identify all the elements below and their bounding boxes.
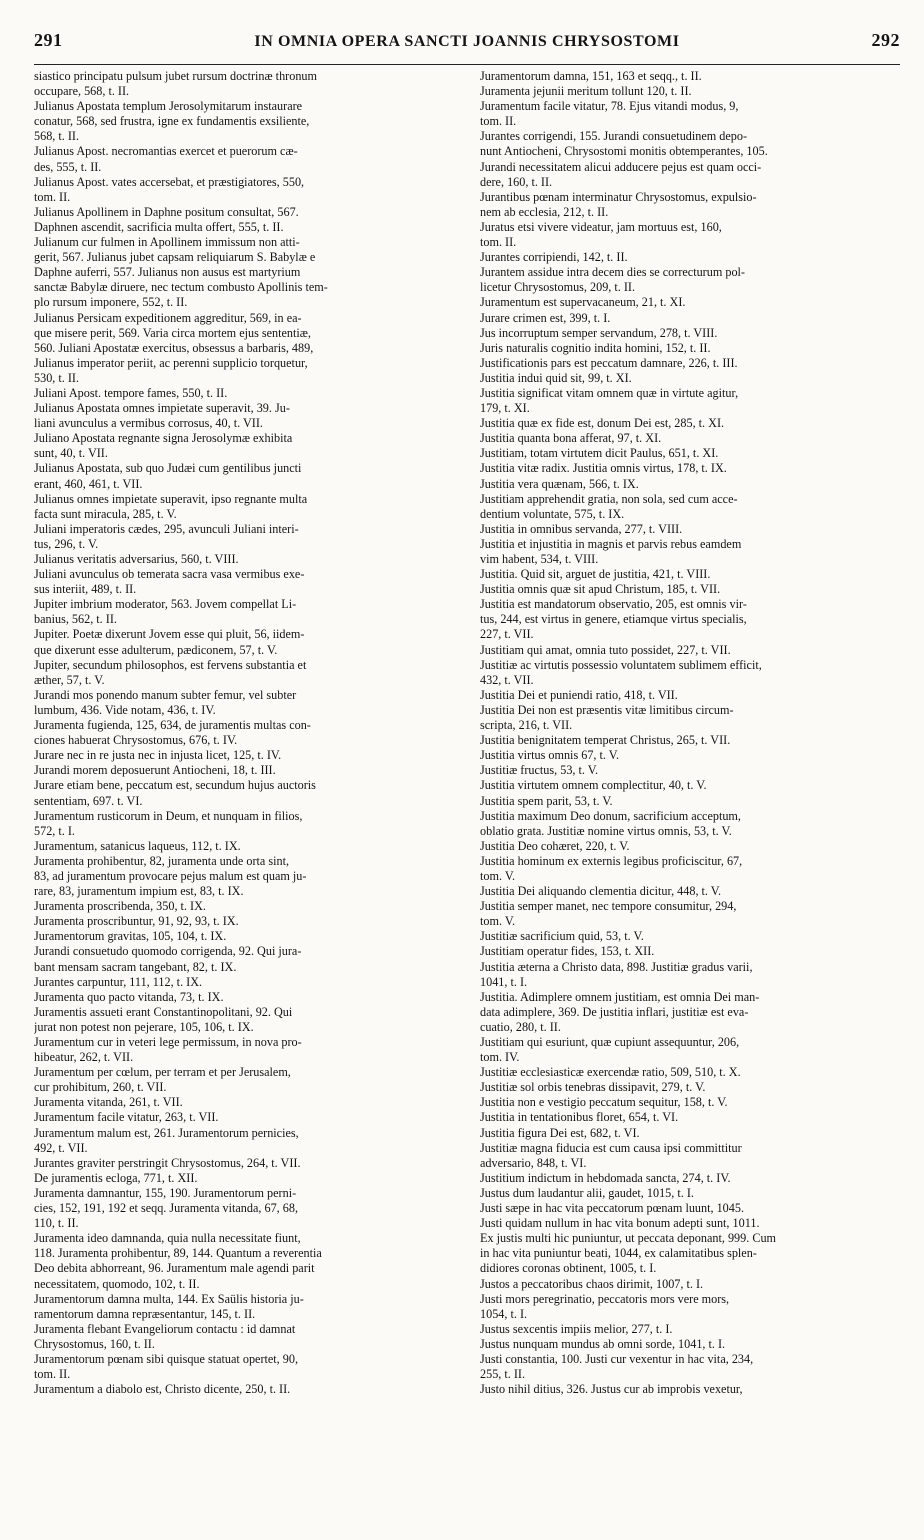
index-entry-line: bant mensam sacram tangebant, 82, t. IX. (34, 959, 237, 974)
index-entry-line: Justo nihil ditius, 326. Justus cur ab improbis vexetur, (480, 1382, 743, 1397)
index-entry-line: sunt, 40, t. VII. (34, 446, 108, 461)
index-entry-line: Justi constantia, 100. Justi cur vexentur in hac vita, 234, (480, 1351, 754, 1366)
index-entry-line: dentium voluntate, 575, t. IX. (480, 506, 625, 521)
index-entry-line: Justitia virtutem omnem complectitur, 40, t. V. (480, 778, 707, 793)
index-entry-line: Justitia maximum Deo donum, sacrificium acceptum, (480, 808, 741, 823)
index-entry-line: tom. V. (480, 868, 516, 883)
index-entry-line: Julianus Apollinem in Daphne positum consultat, 567. (34, 204, 299, 219)
index-entry-line: jurat non potest non pejerare, 105, 106, t. IX. (34, 1019, 254, 1034)
index-entry-line: data adimplere, 369. De justitia inflari, justitiæ est eva- (480, 1004, 749, 1019)
index-entry-line: Justitiæ magna fiducia est cum causa ipsi committitur (480, 1140, 742, 1155)
index-entry-line: 560. Juliani Apostatæ exercitus, obsessus a barbaris, 489, (34, 340, 314, 355)
index-entry-line: Justitia Dei non est præsentis vitæ limitibus circum- (480, 702, 734, 717)
index-entry-line: Jupiter imbrium moderator, 563. Jovem compellat Li- (34, 597, 297, 612)
index-entry-line: Jupiter. Poetæ dixerunt Jovem esse qui pluit, 56, iidem- (34, 627, 305, 642)
index-entry-line: Jurare etiam bene, peccatum est, secundum hujus auctoris (34, 778, 316, 793)
index-entry-line: Justitia indui quid sit, 99, t. XI. (480, 370, 632, 385)
index-entry-line: Justitiæ sol orbis tenebras dissipavit, 279, t. V. (480, 1080, 706, 1095)
index-entry-line: Jus incorruptum semper servandum, 278, t. VIII. (480, 325, 718, 340)
index-entry-line: sententiam, 697. t. VI. (34, 793, 143, 808)
index-entry-line: Daphne auferri, 557. Julianus non ausus est martyrium (34, 265, 301, 280)
index-entry-line: Jurandi necessitatem alicui adducere pejus est quam occi- (480, 159, 762, 174)
index-entry-line: Julianus Apost. necromantias exercet et puerorum cæ- (34, 144, 298, 159)
index-entry-line: Justitia Dei et puniendi ratio, 418, t. VII. (480, 687, 678, 702)
index-entry-line: Julianus imperator periit, ac perenni supplicio torquetur, (34, 355, 308, 370)
index-entry-line: didiores coronas obtinent, 1005, t. I. (480, 1261, 657, 1276)
index-entry-line: tom. II. (34, 189, 71, 204)
index-entry-line: 179, t. XI. (480, 401, 530, 416)
index-entry-line: Juliani imperatoris cædes, 295, avunculi Juliani interi- (34, 521, 299, 536)
index-entry-line: Justitiam qui amat, omnia tuto possidet, 227, t. VII. (480, 642, 731, 657)
index-entry-line: Justi sæpe in hac vita peccatorum pœnam luunt, 1045. (480, 1201, 745, 1216)
index-entry-line: Justitia. Adimplere omnem justitiam, est omnia Dei man- (480, 989, 760, 1004)
index-entry-line: Justitia vitæ radix. Justitia omnis virtus, 178, t. IX. (480, 461, 727, 476)
index-entry-line: 255, t. II. (480, 1367, 526, 1382)
index-entry-line: Jurandi morem deposuerunt Antiocheni, 18, t. III. (34, 763, 276, 778)
index-entry-line: sus interiit, 489, t. II. (34, 582, 137, 597)
index-entry-line: Juramentum per cœlum, per terram et per Jerusalem, (34, 1065, 291, 1080)
index-entry-line: Justi quidam nullum in hac vita bonum adepti sunt, 1011. (480, 1216, 760, 1231)
index-entry-line: Juramenta damnantur, 155, 190. Juramentorum perni- (34, 1185, 297, 1200)
index-entry-line: ramentorum damna repræsentantur, 145, t. II. (34, 1306, 256, 1321)
index-entry-line: occupare, 568, t. II. (34, 84, 130, 99)
index-entry-line: Juramentum facile vitatur, 78. Ejus vitandi modus, 9, (480, 99, 739, 114)
index-entry-line: tom. II. (34, 1367, 71, 1382)
index-entry-line: nem ab ecclesia, 212, t. II. (480, 204, 609, 219)
index-entry-line: Julianus Apostata templum Jerosolymitarum instaurare (34, 99, 303, 114)
index-entry-line: que misere perit, 569. Varia circa mortem ejus sententiæ, (34, 325, 311, 340)
index-entry-line: Juramentum cur in veteri lege permissum, in nova pro- (34, 1035, 302, 1049)
index-entry-line: Justitiam operatur fides, 153, t. XII. (480, 944, 655, 959)
index-entry-line: Jurantibus pœnam interminatur Chrysostomus, expulsio- (480, 189, 757, 204)
index-entry-line: Julianus veritatis adversarius, 560, t. VIII. (34, 552, 239, 566)
index-entry-line: tom. V. (480, 914, 516, 929)
index-entry-line: Juliano Apostata regnante signa Jerosolymæ exhibita (34, 431, 293, 446)
index-entry-line: Juramenta ideo damnanda, quia nulla necessitate fiunt, (34, 1231, 301, 1246)
index-entry-line: Juramenta fugienda, 125, 634, de juramentis multas con- (34, 718, 311, 733)
running-header (34, 30, 900, 65)
index-entry-line: ciones habuerat Chrysostomus, 676, t. IV. (34, 733, 238, 748)
index-entry-line: rare, 83, juramentum impium est, 83, t. IX. (34, 884, 244, 899)
index-entry-line: cuatio, 280, t. II. (480, 1019, 561, 1034)
index-entry-line: oblatio grata. Justitiæ nomine virtus omnis, 53, t. V. (480, 823, 732, 838)
index-entry-line: 572, t. I. (34, 823, 75, 838)
index-entry-line: Juramentorum damna, 151, 163 et seqq., t. II. (480, 69, 702, 83)
index-entry-line: Juramentum, satanicus laqueus, 112, t. IX. (34, 838, 241, 853)
index-entry-line: vim habent, 534, t. VIII. (480, 552, 599, 566)
index-entry-line: 432, t. VII. (480, 672, 534, 687)
index-entry-line: licetur Chrysostomus, 209, t. II. (480, 280, 636, 295)
index-entry-line: conatur, 568, sed frustra, igne ex fundamentis exsiliente, (34, 114, 310, 129)
index-entry-line: Justitia non e vestigio peccatum sequitur, 158, t. V. (480, 1095, 728, 1110)
index-entry-line: Juramenta vitanda, 261, t. VII. (34, 1095, 183, 1110)
index-entry-line: Juramentorum pœnam sibi quisque statuat opertet, 90, (34, 1351, 299, 1366)
index-entry-line: hibeatur, 262, t. VII. (34, 1050, 134, 1065)
index-entry-line: 1054, t. I. (480, 1306, 528, 1321)
index-entry-line: Jurantes corripiendi, 142, t. II. (480, 250, 628, 265)
index-entry-line: Jurandi consuetudo quomodo corrigenda, 92. Qui jura- (34, 944, 302, 959)
index-entry-line: Juramenta proscribenda, 350, t. IX. (34, 899, 206, 914)
index-entry-line: Jurantes corrigendi, 155. Jurandi consuetudinem depo- (480, 129, 748, 144)
index-entry-line: Jurantes graviter perstringit Chrysostomus, 264, t. VII. (34, 1155, 301, 1170)
index-entry-line: banius, 562, t. II. (34, 612, 117, 627)
index-entry-line: Justitia hominum ex externis legibus proficiscitur, 67, (480, 853, 743, 868)
index-entry-line: tus, 244, est virtus in genere, etiamque virtus specialis, (480, 612, 747, 627)
index-entry-line: Justificationis pars est peccatum damnare, 226, t. III. (480, 355, 738, 370)
index-entry-line: Justitiæ sacrificium quid, 53, t. V. (480, 929, 644, 944)
index-entry-line: tom. II. (480, 114, 517, 129)
index-entry-line: Deo debita abhorreant, 96. Juramentum male agendi parit (34, 1261, 315, 1276)
index-entry-line: scripta, 216, t. VII. (480, 718, 573, 733)
index-entry-line: Juramentum rusticorum in Deum, et nunquam in filios, (34, 808, 303, 823)
index-entry-line: liani avunculus a vermibus corrosus, 40, t. VII. (34, 416, 263, 431)
index-entry-line: Justus nunquam mundus ab omni sorde, 1041, t. I. (480, 1336, 726, 1351)
index-entry-line: facta sunt miracula, 285, t. V. (34, 506, 177, 521)
index-entry-line: Jurantem assidue intra decem dies se correcturum pol- (480, 265, 745, 280)
index-entry-line: in hac vita puniuntur beati, 1044, ex calamitatibus splen- (480, 1246, 757, 1261)
index-entry-line: Juramenta prohibentur, 82, juramenta unde orta sint, (34, 853, 290, 868)
index-entry-line: cies, 152, 191, 192 et seqq. Juramenta vitanda, 67, 68, (34, 1201, 299, 1216)
index-entry-line: Juramentorum damna multa, 144. Ex Saülis historia ju- (34, 1291, 304, 1306)
index-entry-line: 530, t. II. (34, 370, 80, 385)
index-entry-line: Juris naturalis cognitio indita homini, 152, t. II. (480, 340, 711, 355)
index-entry-line: Juramentum a diabolo est, Christo dicente, 250, t. II. (34, 1382, 291, 1397)
index-entry-line: æther, 57, t. V. (34, 672, 105, 687)
index-entry-line: Justitiæ ac virtutis possessio voluntatem sublimem efficit, (480, 657, 762, 672)
index-entry-line: Justitia virtus omnis 67, t. V. (480, 748, 620, 763)
index-entry-line: Justitia significat vitam omnem quæ in virtute agitur, (480, 385, 739, 400)
index-entry-line: 118. Juramenta prohibentur, 89, 144. Quantum a reverentia (34, 1246, 322, 1261)
index-entry-line: Justitia. Quid sit, arguet de justitia, 421, t. VIII. (480, 567, 711, 582)
index-entry-line: Justitia quanta bona afferat, 97, t. XI. (480, 431, 662, 446)
index-entry-line: Julianus omnes impietate superavit, ipso regnante multa (34, 491, 308, 506)
index-entry-line: Julianus Apost. vates accersebat, et præstigiatores, 550, (34, 174, 305, 189)
index-entry-line: Justitia semper manet, nec tempore consumitur, 294, (480, 899, 737, 914)
index-entry-line: siastico principatu pulsum jubet rursum doctrinæ thronum (34, 69, 317, 83)
index-entry-line: des, 555, t. II. (34, 159, 102, 174)
left-column (34, 69, 454, 1397)
index-entry-line: plo rursum imponere, 552, t. II. (34, 295, 188, 310)
index-entry-line: Julianum cur fulmen in Apollinem immissum non atti- (34, 235, 300, 250)
index-entry-line: Juramenta jejunii meritum tollunt 120, t. II. (480, 84, 692, 99)
index-entry-line: Justi mors peregrinatio, peccatoris mors vere mors, (480, 1291, 730, 1306)
index-entry-line: sanctæ Babylæ diruere, nec tectum combusto Apollinis tem- (34, 280, 328, 295)
index-entry-line: 568, t. II. (34, 129, 80, 144)
index-entry-line: Justus dum laudantur alii, gaudet, 1015, t. I. (480, 1185, 694, 1200)
index-entry-line: Justos a peccatoribus chaos dirimit, 1007, t. I. (480, 1276, 704, 1291)
page-number-left: 291 (34, 30, 63, 50)
index-entry-line: Juramenta flebant Evangeliorum contactu : id damnat (34, 1321, 296, 1336)
index-entry-line: Justitia æterna a Christo data, 898. Justitiæ gradus varii, (480, 959, 753, 974)
index-entry-line: Ex justis multi hic puniuntur, ut peccata deponant, 999. Cum (480, 1231, 777, 1246)
index-entry-line: Chrysostomus, 160, t. II. (34, 1336, 155, 1351)
index-entry-line: Juratus etsi vivere videatur, jam mortuus est, 160, (480, 219, 722, 234)
index-entry-line: Julianus Apostata, sub quo Judæi cum gentilibus juncti (34, 461, 302, 476)
index-entry-line: Juliani Apost. tempore fames, 550, t. II. (34, 385, 228, 400)
index-entry-line: Juramenta quo pacto vitanda, 73, t. IX. (34, 989, 224, 1004)
index-entry-line: gerit, 567. Julianus jubet capsam reliquiarum S. Babylæ e (34, 250, 316, 265)
index-entry-line: Justus sexcentis impiis melior, 277, t. I. (480, 1321, 673, 1336)
index-entry-line: Juramentum est supervacaneum, 21, t. XI. (480, 295, 686, 310)
index-entry-line: Justitium indictum in hebdomada sancta, 274, t. IV. (480, 1170, 731, 1185)
index-entry-line: 1041, t. I. (480, 974, 528, 989)
right-column (480, 69, 900, 1397)
index-entry-line: Justitia Deo cohæret, 220, t. V. (480, 838, 630, 853)
index-entry-line: 110, t. II. (34, 1216, 79, 1231)
index-entry-line: dere, 160, t. II. (480, 174, 553, 189)
index-entry-line: Juramentum facile vitatur, 263, t. VII. (34, 1110, 219, 1125)
index-entry-line: Justitia quæ ex fide est, donum Dei est, 285, t. XI. (480, 416, 725, 431)
index-entry-line: Justitia et injustitia in magnis et parvis rebus eamdem (480, 536, 742, 551)
index-entry-line: necessitatem, quomodo, 102, t. II. (34, 1276, 200, 1291)
index-entry-line: erant, 460, 461, t. VII. (34, 476, 143, 491)
index-entry-line: 492, t. VII. (34, 1140, 88, 1155)
index-entry-line: lumbum, 436. Vide notam, 436, t. IV. (34, 702, 216, 717)
index-entry-line: Justitia figura Dei est, 682, t. VI. (480, 1125, 640, 1140)
index-entry-line: Justitia in omnibus servanda, 277, t. VIII. (480, 521, 683, 536)
index-entry-line: Jurandi mos ponendo manum subter femur, vel subter (34, 687, 297, 702)
index-entry-line: cur prohibitum, 260, t. VII. (34, 1080, 167, 1095)
index-entry-line: tom. II. (480, 235, 517, 250)
index-columns (34, 69, 900, 1397)
index-entry-line: Justitia est mandatorum observatio, 205, est omnis vir- (480, 597, 747, 612)
index-entry-line: Juliani avunculus ob temerata sacra vasa vermibus exe- (34, 567, 305, 582)
index-entry-line: De juramentis ecloga, 771, t. XII. (34, 1170, 198, 1185)
index-entry-line: Julianus Apostata omnes impietate superavit, 39. Ju- (34, 401, 290, 416)
index-entry-line: nunt Antiocheni, Chrysostomi monitis obtemperantes, 105. (480, 144, 768, 159)
index-entry-line: Juramentis assueti erant Constantinopolitani, 92. Qui (34, 1004, 293, 1019)
index-entry-line: Justitia spem parit, 53, t. V. (480, 793, 613, 808)
index-entry-line: Justitiam qui esuriunt, quæ cupiunt assequuntur, 206, (480, 1035, 740, 1049)
page-number-right: 292 (871, 30, 900, 50)
index-entry-line: Justitiam apprehendit gratia, non sola, sed cum acce- (480, 491, 738, 506)
index-entry-line: tom. IV. (480, 1050, 520, 1065)
index-entry-line: Juramentum malum est, 261. Juramentorum pernicies, (34, 1125, 299, 1140)
index-entry-line: Justitia benignitatem temperat Christus, 265, t. VII. (480, 733, 731, 748)
index-entry-line: Jurantes carpuntur, 111, 112, t. IX. (34, 974, 203, 989)
index-entry-line: que dixerunt esse adulterum, pædiconem, 57, t. V. (34, 642, 278, 657)
index-entry-line: Jurare nec in re justa nec in injusta licet, 125, t. IV. (34, 748, 282, 763)
index-entry-line: Daphnen ascendit, sacrificia multa offert, 555, t. II. (34, 219, 284, 234)
index-entry-line: Justitiæ ecclesiasticæ exercendæ ratio, 509, 510, t. X. (480, 1065, 741, 1080)
index-entry-line: adversario, 848, t. VI. (480, 1155, 587, 1170)
index-entry-line: Justitiæ fructus, 53, t. V. (480, 763, 599, 778)
index-entry-line: 83, ad juramentum provocare pejus malum est quam ju- (34, 868, 307, 883)
index-entry-line: Jupiter, secundum philosophos, est fervens substantia et (34, 657, 307, 672)
running-title: IN OMNIA OPERA SANCTI JOANNIS CHRYSOSTOMI (254, 33, 680, 50)
index-entry-line: 227, t. VII. (480, 627, 534, 642)
index-entry-line: Jurare crimen est, 399, t. I. (480, 310, 611, 325)
index-entry-line: Julianus Persicam expeditionem aggreditur, 569, in ea- (34, 310, 302, 325)
index-entry-line: Justitia vera quænam, 566, t. IX. (480, 476, 639, 491)
index-entry-line: tus, 296, t. V. (34, 536, 99, 551)
index-entry-line: Justitia Dei aliquando clementia dicitur, 448, t. V. (480, 884, 722, 899)
index-entry-line: Justitiam, totam virtutem dicit Paulus, 651, t. XI. (480, 446, 719, 461)
index-entry-line: Justitia omnis quæ sit apud Christum, 185, t. VII. (480, 582, 721, 597)
index-entry-line: Juramenta proscribuntur, 91, 92, 93, t. IX. (34, 914, 239, 929)
index-entry-line: Juramentorum gravitas, 105, 104, t. IX. (34, 929, 227, 944)
index-entry-line: Justitia in tentationibus floret, 654, t. VI. (480, 1110, 679, 1125)
